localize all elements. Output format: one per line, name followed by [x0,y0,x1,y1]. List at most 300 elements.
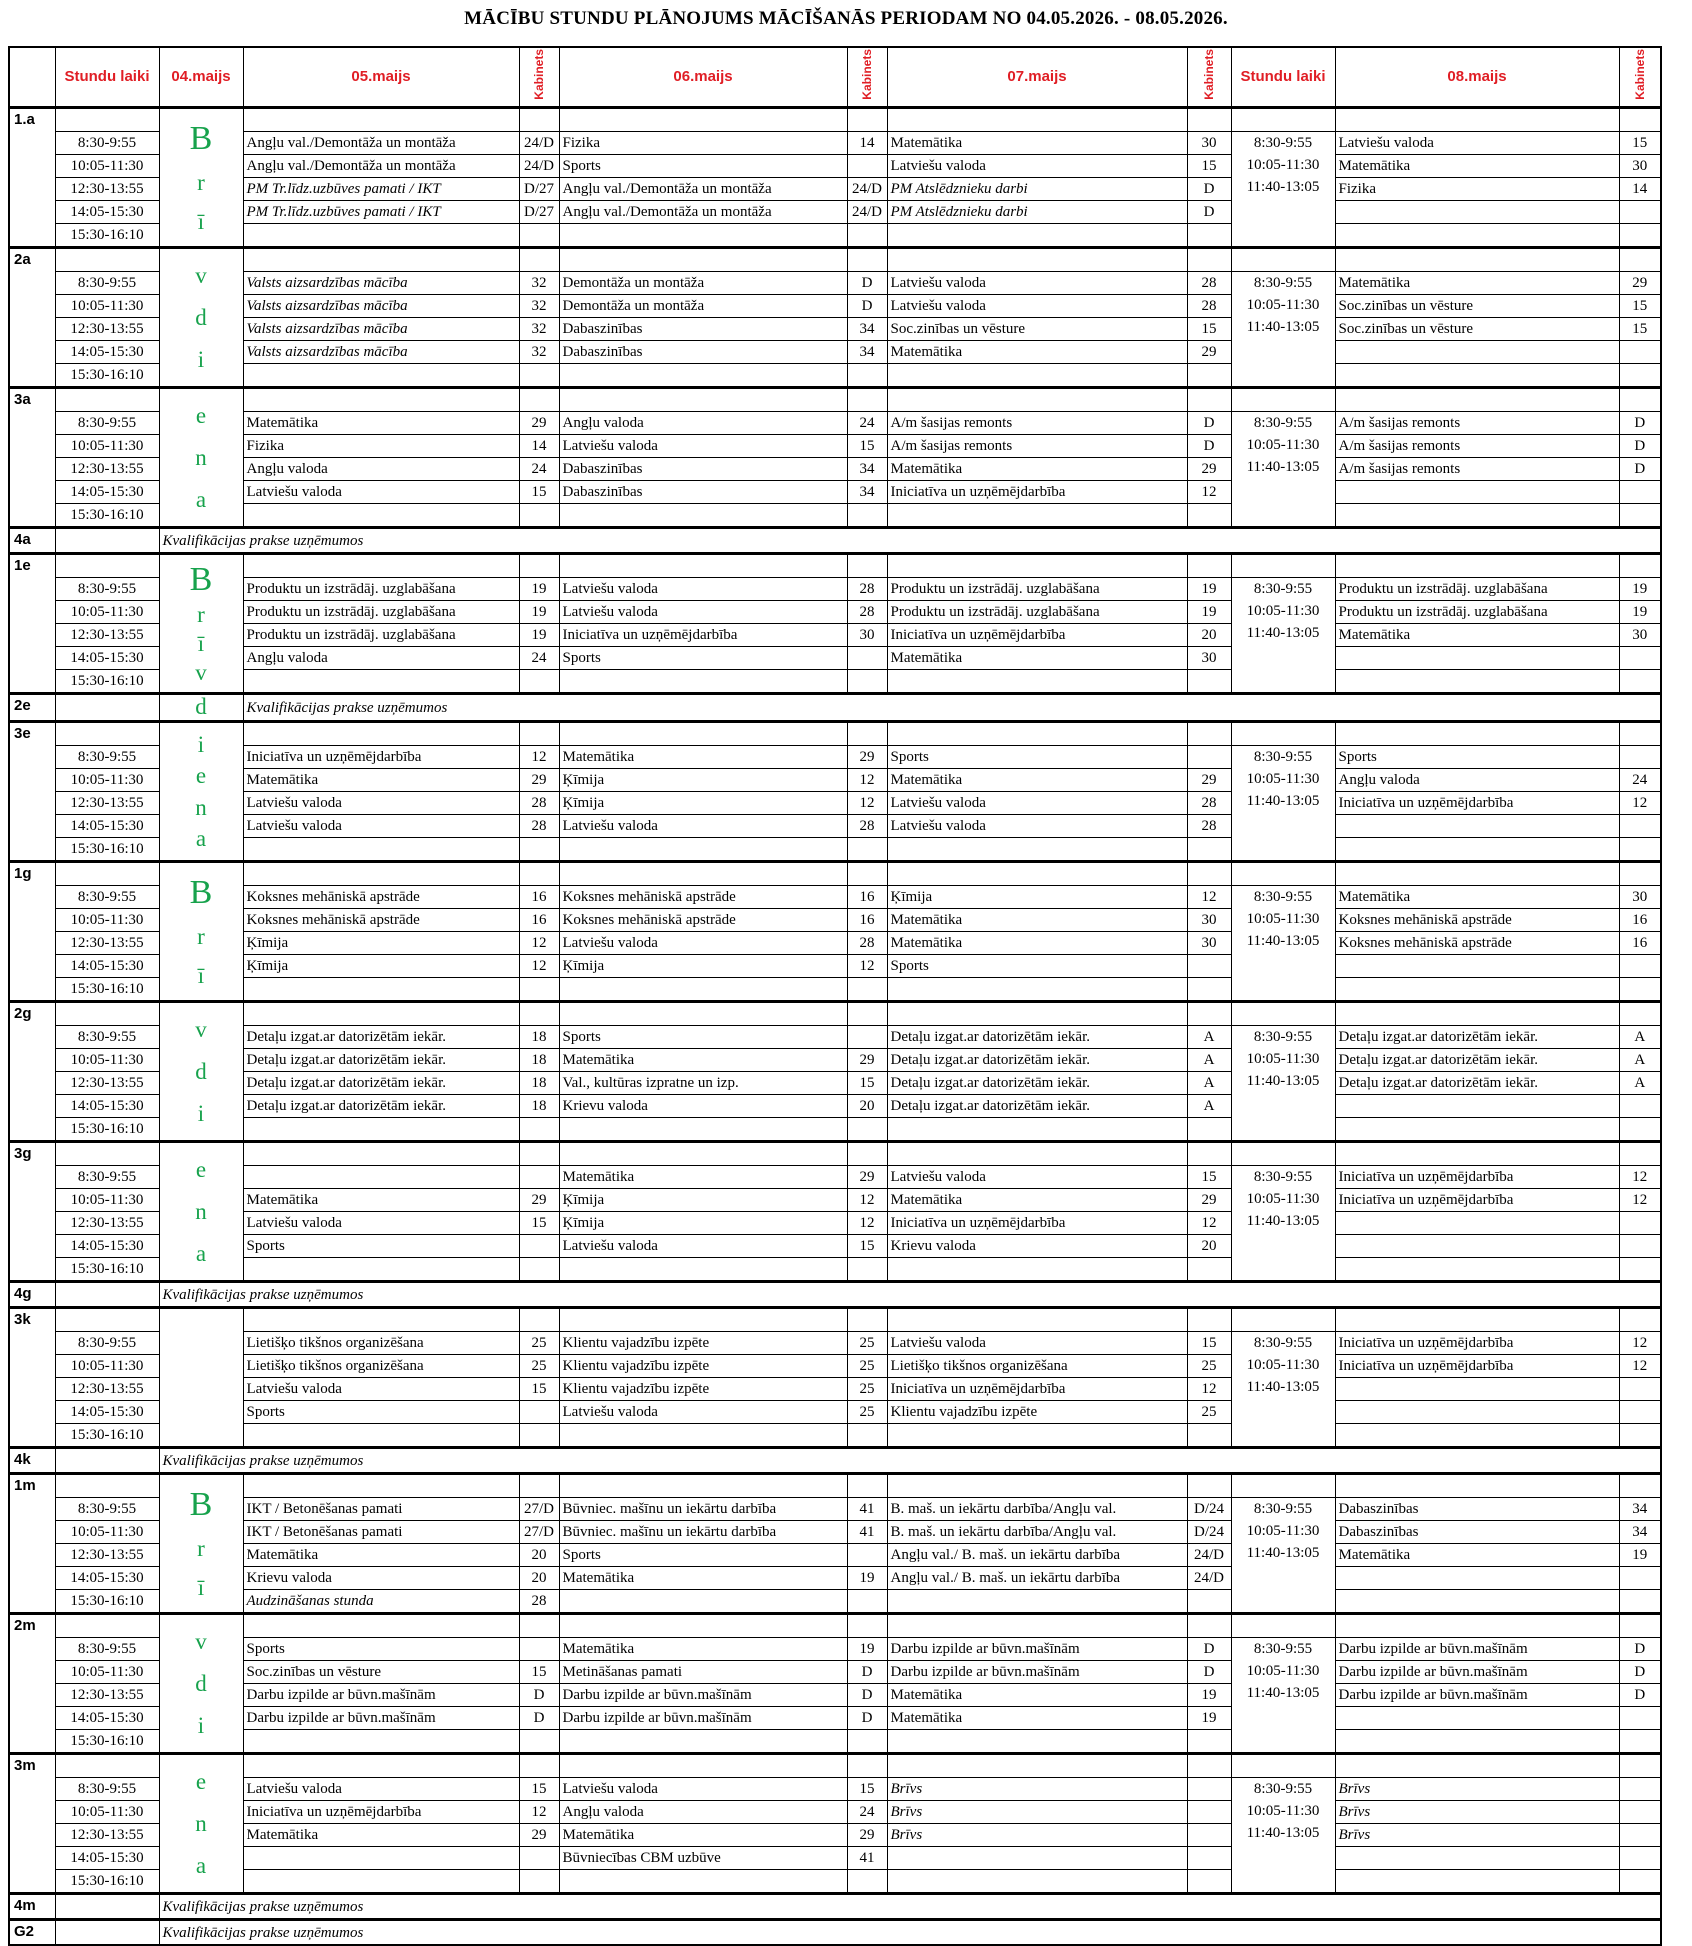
subject-cell [1335,670,1619,694]
room-cell [847,838,887,862]
subject-cell [887,1754,1187,1778]
group-label: 1g [9,862,55,1002]
subject-cell [1335,554,1619,578]
subject-cell: Latviešu valoda [887,272,1187,295]
room-cell: 15 [1619,132,1661,155]
subject-cell: Angļu valoda [1335,769,1619,792]
room-cell [1187,978,1231,1002]
friday-time-cell [1231,1142,1335,1166]
subject-cell: Latviešu valoda [243,481,519,504]
subject-cell [559,388,847,412]
subject-cell: Matemātika [887,458,1187,481]
room-cell [1619,554,1661,578]
practice-text: Kvalifikācijas prakse uzņēmumos [159,1920,1661,1946]
time-cell [55,248,159,272]
room-cell: 12 [1619,792,1661,815]
time-cell: 10:05-11:30 [55,155,159,178]
room-cell [1619,1870,1661,1894]
room-cell: 18 [519,1049,559,1072]
subject-cell: Iniciatīva un uzņēmējdarbība [243,746,519,769]
room-cell [1187,746,1231,769]
subject-cell: Produktu un izstrādāj. uzglabāšana [243,624,519,647]
time-cell: 10:05-11:30 [55,1661,159,1684]
subject-cell: Lietišķo tikšnos organizēšana [243,1332,519,1355]
holiday-letter: ī [197,208,205,234]
room-cell: 15 [1187,155,1231,178]
holiday-column [159,862,243,1002]
subject-cell: Latviešu valoda [887,1332,1187,1355]
time-cell: 8:30-9:55 [55,746,159,769]
time-cell: 8:30-9:55 [55,1026,159,1049]
subject-cell [1335,1212,1619,1235]
room-cell: 28 [1187,295,1231,318]
subject-cell: Dabaszinības [559,458,847,481]
time-cell [55,1308,159,1332]
room-cell: 25 [847,1355,887,1378]
room-cell: 29 [1187,341,1231,364]
group-label: 2e [9,694,55,722]
subject-cell [243,1754,519,1778]
room-cell: 29 [519,412,559,435]
holiday-letter: d [195,1671,207,1696]
subject-cell: Latviešu valoda [243,1212,519,1235]
subject-cell: Matemātika [559,1824,847,1847]
subject-cell: Ķīmija [887,886,1187,909]
room-cell [1619,1474,1661,1498]
room-cell [1619,670,1661,694]
subject-cell: Ķīmija [559,955,847,978]
room-cell: 34 [847,341,887,364]
friday-time-cell [1231,722,1335,746]
room-cell [1187,554,1231,578]
time-cell [55,694,159,722]
room-cell [1187,955,1231,978]
header-day-07maijs: 07.maijs [887,47,1187,108]
holiday-column [159,248,243,388]
room-cell: 19 [1619,1544,1661,1567]
group-label: 2g [9,1002,55,1142]
subject-cell: Matemātika [887,341,1187,364]
room-cell: 15 [1619,318,1661,341]
subject-cell: Lietišķo tikšnos organizēšana [887,1355,1187,1378]
subject-cell [559,722,847,746]
subject-cell [1335,341,1619,364]
subject-cell [559,1730,847,1754]
subject-cell: Ķīmija [559,1212,847,1235]
subject-cell: Matemātika [243,1189,519,1212]
friday-time: 11:40-13:05 [1246,319,1320,335]
subject-cell: Angļu val./Demontāža un montāža [243,155,519,178]
room-cell: 30 [847,624,887,647]
subject-cell [1335,1235,1619,1258]
subject-cell: Brīvs [887,1824,1187,1847]
subject-cell: Ķīmija [559,792,847,815]
room-cell [1619,504,1661,528]
holiday-letter: n [195,1199,207,1224]
subject-cell: Fizika [243,435,519,458]
friday-times [1231,132,1335,248]
subject-cell: Sports [559,647,847,670]
subject-cell: Brīvs [1335,1778,1619,1801]
friday-times [1231,1638,1335,1754]
room-cell [847,1142,887,1166]
subject-cell: Koksnes mehāniskā apstrāde [243,886,519,909]
group-label: 2m [9,1614,55,1754]
friday-time: 8:30-9:55 [1253,1641,1313,1657]
subject-cell [887,862,1187,886]
room-cell [519,862,559,886]
holiday-letter: i [197,1101,205,1126]
room-cell: D [1619,435,1661,458]
holiday-letter: v [195,659,207,685]
subject-cell: Koksnes mehāniskā apstrāde [243,909,519,932]
subject-cell [1335,955,1619,978]
subject-cell: Latviešu valoda [559,932,847,955]
subject-cell [243,1308,519,1332]
room-cell [1187,1801,1231,1824]
subject-cell: Matemātika [1335,272,1619,295]
room-cell [1619,1258,1661,1282]
room-cell: 19 [1187,1684,1231,1707]
friday-time: 11:40-13:05 [1246,1685,1320,1701]
subject-cell [559,1002,847,1026]
room-cell [519,1166,559,1189]
room-cell: 19 [1619,578,1661,601]
room-cell: 15 [519,481,559,504]
subject-cell: Matemātika [559,1166,847,1189]
kabinets-label: Kabinets [532,48,546,100]
time-cell: 14:05-15:30 [55,1401,159,1424]
subject-cell [1335,838,1619,862]
room-cell [1619,364,1661,388]
time-cell: 8:30-9:55 [55,1498,159,1521]
room-cell: 28 [519,792,559,815]
room-cell: 20 [1187,1235,1231,1258]
subject-cell: Fizika [559,132,847,155]
header-kabinets-06 [847,47,887,108]
time-cell: 14:05-15:30 [55,341,159,364]
subject-cell: Angļu valoda [243,458,519,481]
time-cell [55,722,159,746]
subject-cell: Detaļu izgat.ar datorizētām iekār. [243,1049,519,1072]
subject-cell: Latviešu valoda [559,578,847,601]
room-cell [1187,1590,1231,1614]
room-cell [519,504,559,528]
time-cell: 10:05-11:30 [55,435,159,458]
subject-cell [243,388,519,412]
friday-times [1231,1166,1335,1282]
friday-time-cell [1231,554,1335,578]
room-cell: 16 [847,886,887,909]
room-cell: 29 [847,746,887,769]
header-corner [9,47,55,108]
subject-cell: Angļu val./Demontāža un montāža [243,132,519,155]
time-cell: 10:05-11:30 [55,295,159,318]
subject-cell: Fizika [1335,178,1619,201]
subject-cell [559,1590,847,1614]
holiday-column [159,1142,243,1282]
friday-time: 11:40-13:05 [1246,1545,1320,1561]
friday-time: 11:40-13:05 [1246,1825,1320,1841]
room-cell: D [1187,178,1231,201]
subject-cell: Latviešu valoda [243,815,519,838]
friday-time-cell [1231,388,1335,412]
room-cell [847,108,887,132]
header-day-05maijs: 05.maijs [243,47,519,108]
room-cell: 12 [847,955,887,978]
time-cell: 10:05-11:30 [55,909,159,932]
subject-cell [887,1142,1187,1166]
room-cell: 25 [1187,1355,1231,1378]
room-cell [1187,1824,1231,1847]
room-cell [519,1258,559,1282]
group-label: 3m [9,1754,55,1894]
holiday-letter: n [195,445,207,470]
room-cell [1619,1002,1661,1026]
room-cell: 28 [519,1590,559,1614]
holiday-letter: ī [197,630,205,656]
holiday-letter: r [197,1536,205,1562]
time-cell: 10:05-11:30 [55,1801,159,1824]
holiday-column [159,1754,243,1894]
room-cell [1187,1474,1231,1498]
subject-cell [559,108,847,132]
room-cell: 28 [1187,272,1231,295]
subject-cell [887,1870,1187,1894]
room-cell [519,1401,559,1424]
room-cell: 19 [1187,578,1231,601]
room-cell: 19 [847,1638,887,1661]
friday-times [1231,886,1335,1002]
room-cell: 15 [519,1661,559,1684]
room-cell: 12 [847,792,887,815]
room-cell [1619,1378,1661,1401]
group-label: 2a [9,248,55,388]
holiday-letter: d [195,694,207,719]
subject-cell: Matemātika [887,647,1187,670]
holiday-letter: a [195,826,207,852]
room-cell [519,1730,559,1754]
room-cell [847,1002,887,1026]
room-cell [847,1614,887,1638]
room-cell [847,1026,887,1049]
subject-cell [243,838,519,862]
subject-cell: Latviešu valoda [559,1235,847,1258]
room-cell: 20 [1187,624,1231,647]
subject-cell [243,1474,519,1498]
room-cell: D [1187,1638,1231,1661]
subject-cell [559,862,847,886]
subject-cell: Matemātika [243,412,519,435]
subject-cell: Latviešu valoda [559,1401,847,1424]
subject-cell [243,1847,519,1870]
room-cell [519,1638,559,1661]
subject-cell: Matemātika [887,1707,1187,1730]
group-label: 4k [9,1448,55,1474]
time-cell: 15:30-16:10 [55,1258,159,1282]
subject-cell: Matemātika [887,769,1187,792]
room-cell: 19 [1619,601,1661,624]
room-cell: 24 [519,458,559,481]
friday-time: 11:40-13:05 [1246,1073,1320,1089]
room-cell: 25 [1187,1401,1231,1424]
room-cell [847,1870,887,1894]
friday-times [1231,1332,1335,1448]
subject-cell: Ķīmija [559,1189,847,1212]
room-cell: 18 [519,1095,559,1118]
time-cell: 15:30-16:10 [55,1870,159,1894]
subject-cell [243,1258,519,1282]
subject-cell: Matemātika [243,1544,519,1567]
subject-cell: PM Tr.līdz.uzbūves pamati / IKT [243,178,519,201]
room-cell [847,1118,887,1142]
subject-cell: Soc.zinības un vēsture [1335,318,1619,341]
room-cell: 34 [847,318,887,341]
subject-cell [559,978,847,1002]
time-cell: 14:05-15:30 [55,647,159,670]
room-cell: D [847,295,887,318]
room-cell: D [1619,412,1661,435]
subject-cell: Iniciatīva un uzņēmējdarbība [887,1212,1187,1235]
room-cell [1619,838,1661,862]
room-cell [1187,224,1231,248]
room-cell: 12 [1187,481,1231,504]
room-cell [847,554,887,578]
subject-cell [1335,978,1619,1002]
room-cell [1187,1118,1231,1142]
subject-cell: Valsts aizsardzības mācība [243,318,519,341]
subject-cell [1335,1002,1619,1026]
room-cell: A [1619,1072,1661,1095]
holiday-letter: ī [197,1574,205,1600]
room-cell [1619,1235,1661,1258]
subject-cell: Latviešu valoda [887,1166,1187,1189]
holiday-letter: i [197,1713,205,1738]
room-cell [1187,1142,1231,1166]
subject-cell: Iniciatīva un uzņēmējdarbība [243,1801,519,1824]
room-cell: 15 [847,1778,887,1801]
subject-cell: Sports [1335,746,1619,769]
room-cell: 30 [1187,909,1231,932]
subject-cell: Latviešu valoda [243,1378,519,1401]
room-cell [519,1142,559,1166]
subject-cell: Produktu un izstrādāj. uzglabāšana [887,578,1187,601]
time-cell [55,1474,159,1498]
group-label: 3g [9,1142,55,1282]
room-cell [1619,1778,1661,1801]
group-label: 4g [9,1282,55,1308]
subject-cell: Angļu val./ B. maš. un iekārtu darbība [887,1544,1187,1567]
room-cell: 25 [519,1355,559,1378]
subject-cell: Detaļu izgat.ar datorizētām iekār. [1335,1026,1619,1049]
time-cell: 12:30-13:55 [55,932,159,955]
room-cell: 12 [1619,1166,1661,1189]
subject-cell: Ķīmija [243,932,519,955]
friday-time: 10:05-11:30 [1246,1051,1320,1067]
time-cell: 8:30-9:55 [55,1778,159,1801]
room-cell [1187,1308,1231,1332]
room-cell: 15 [519,1212,559,1235]
subject-cell [243,1424,519,1448]
subject-cell [887,388,1187,412]
subject-cell: Darbu izpilde ar būvn.mašīnām [1335,1638,1619,1661]
room-cell [1187,1778,1231,1801]
group-label: 3e [9,722,55,862]
subject-cell: Detaļu izgat.ar datorizētām iekār. [243,1026,519,1049]
room-cell [1619,746,1661,769]
friday-time: 8:30-9:55 [1253,1781,1313,1797]
subject-cell [1335,1424,1619,1448]
room-cell [1187,1847,1231,1870]
subject-cell: Detaļu izgat.ar datorizētām iekār. [243,1095,519,1118]
room-cell: D [1619,458,1661,481]
room-cell: 12 [1187,886,1231,909]
room-cell [519,388,559,412]
room-cell: 20 [519,1544,559,1567]
group-label: 4m [9,1894,55,1920]
subject-cell: Matemātika [887,1189,1187,1212]
friday-time-cell [1231,862,1335,886]
subject-cell: Dabaszinības [559,318,847,341]
subject-cell: PM Atslēdznieku darbi [887,201,1187,224]
subject-cell [1335,388,1619,412]
subject-cell: Krievu valoda [887,1235,1187,1258]
subject-cell [1335,1754,1619,1778]
subject-cell: Detaļu izgat.ar datorizētām iekār. [1335,1072,1619,1095]
subject-cell [1335,647,1619,670]
room-cell [1187,1614,1231,1638]
room-cell: 24/D [1187,1567,1231,1590]
room-cell: D/27 [519,201,559,224]
subject-cell [243,248,519,272]
room-cell: 30 [1187,647,1231,670]
subject-cell: Koksnes mehāniskā apstrāde [559,909,847,932]
subject-cell: B. maš. un iekārtu darbība/Angļu val. [887,1521,1187,1544]
room-cell [1187,838,1231,862]
subject-cell: Produktu un izstrādāj. uzglabāšana [1335,578,1619,601]
subject-cell [243,224,519,248]
room-cell: 29 [519,1189,559,1212]
time-cell [55,1754,159,1778]
room-cell: 30 [1619,624,1661,647]
subject-cell [887,838,1187,862]
subject-cell [1335,1378,1619,1401]
friday-time: 8:30-9:55 [1253,581,1313,597]
subject-cell [1335,364,1619,388]
room-cell [519,1002,559,1026]
subject-cell [887,108,1187,132]
subject-cell: Latviešu valoda [559,435,847,458]
time-cell: 14:05-15:30 [55,1567,159,1590]
subject-cell: Audzināšanas stunda [243,1590,519,1614]
subject-cell: IKT / Betonēšanas pamati [243,1521,519,1544]
holiday-letter: e [195,403,207,428]
header-stundu-laiki-2: Stundu laiki [1231,47,1335,108]
room-cell: 27/D [519,1521,559,1544]
subject-cell: B. maš. un iekārtu darbība/Angļu val. [887,1498,1187,1521]
holiday-column [159,1002,243,1142]
subject-cell [243,862,519,886]
holiday-column [159,1308,243,1448]
room-cell: D [1187,1661,1231,1684]
time-cell: 12:30-13:55 [55,1072,159,1095]
subject-cell: Dabaszinības [1335,1521,1619,1544]
room-cell [1619,1142,1661,1166]
subject-cell [243,670,519,694]
holiday-letter: r [197,602,205,628]
subject-cell [559,1118,847,1142]
subject-cell: Ķīmija [559,769,847,792]
